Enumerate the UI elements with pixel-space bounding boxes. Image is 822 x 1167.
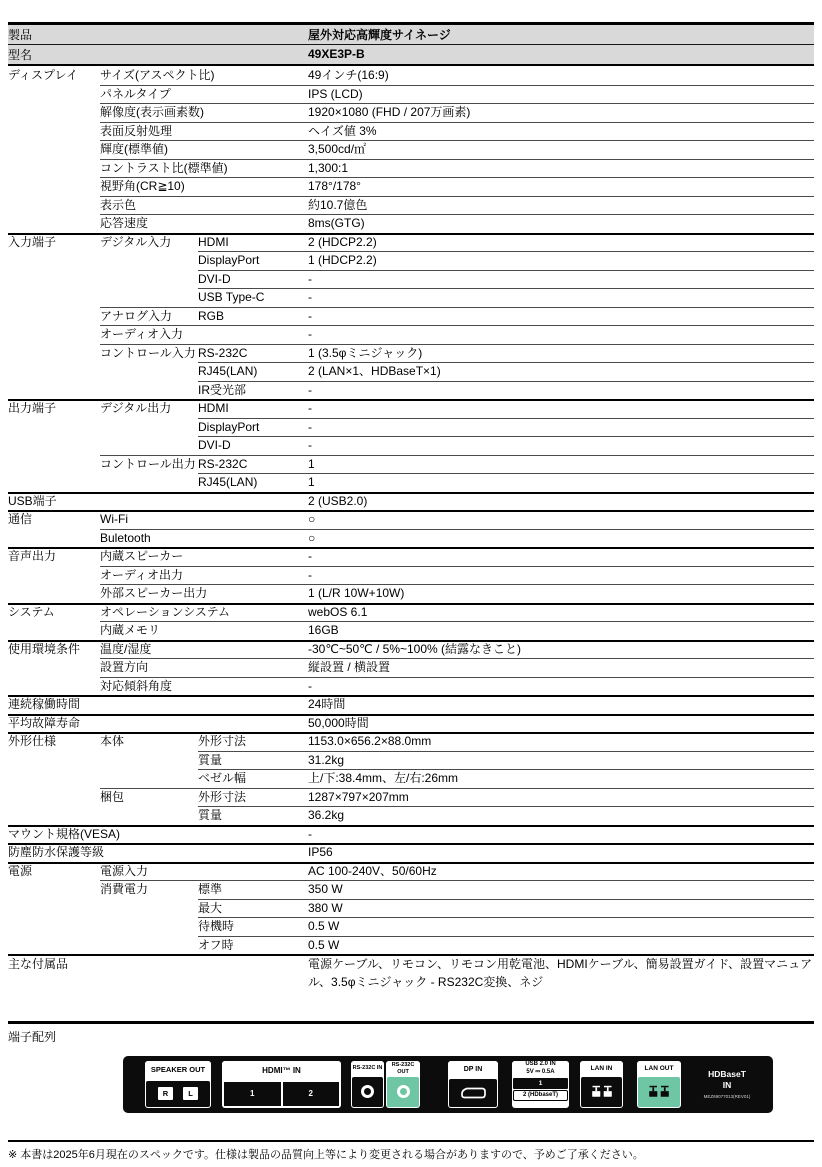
spec-value-cell: - xyxy=(308,290,312,305)
product-label: 製品 xyxy=(8,27,33,42)
spec-subcategory-cell: アナログ入力 xyxy=(100,308,173,323)
spec-value-cell: - xyxy=(308,382,312,397)
spec-row xyxy=(8,344,814,363)
spec-row xyxy=(8,640,814,659)
spec-category-cell: 通信 xyxy=(8,512,33,527)
spec-value-cell: 上/下:38.4mm、左/右:26mm xyxy=(308,771,459,786)
spec-value-cell: 1153.0×656.2×88.0mm xyxy=(308,734,432,749)
lan-out-label: LAN OUT xyxy=(637,1061,681,1077)
spec-row xyxy=(8,917,814,936)
spec-value-cell: 8ms(GTG) xyxy=(308,216,365,231)
spec-row xyxy=(8,214,814,233)
usb-label-line1: USB 2.0 IN xyxy=(525,1061,556,1068)
spec-row xyxy=(8,177,814,196)
spec-item-cell: 最大 xyxy=(198,900,223,915)
spec-item-cell: IR受光部 xyxy=(198,382,247,397)
spec-subcategory-cell: 温度/湿度 xyxy=(100,641,152,656)
spec-item-cell: 質量 xyxy=(198,752,223,767)
spec-row xyxy=(8,880,814,899)
spec-value-cell: ヘイズ値 3% xyxy=(308,123,377,138)
spec-value-cell: - xyxy=(308,438,312,453)
spec-subcategory-cell: 表示色 xyxy=(100,197,137,212)
spec-subcategory-cell: 視野角(CR≧10) xyxy=(100,179,185,194)
spec-value-cell: 49インチ(16:9) xyxy=(308,68,389,83)
spec-value-cell: 380 W xyxy=(308,900,343,915)
spec-value-cell: 2 (USB2.0) xyxy=(308,493,368,508)
spec-subcategory-cell: Wi-Fi xyxy=(100,512,128,527)
hdbaset-in-block xyxy=(681,1069,773,1099)
spec-value-cell: 1920×1080 (FHD / 207万画素) xyxy=(308,105,471,120)
spec-item-cell: HDMI xyxy=(198,234,229,249)
spec-subcategory-cell: 梱包 xyxy=(100,789,125,804)
spec-value-cell: 1 (3.5φミニジャック) xyxy=(308,345,423,360)
spec-row xyxy=(8,621,814,640)
spec-row xyxy=(8,566,814,585)
spec-row xyxy=(8,85,814,104)
footer-note: ※ 本書は2025年6月現在のスペックです。仕様は製品の品質向上等により変更される場合がありますので、予めご了承ください。 xyxy=(8,1149,644,1161)
spec-table xyxy=(8,66,814,1021)
spec-category-cell: 出力端子 xyxy=(8,401,57,416)
spec-category-cell: 連続稼働時間 xyxy=(8,697,81,712)
spec-row xyxy=(8,806,814,825)
spec-subcategory-cell: 解像度(表示画素数) xyxy=(100,105,204,120)
spec-category-cell: 防塵防水保護等級 xyxy=(8,845,105,860)
spec-row xyxy=(8,251,814,270)
spec-value-cell: 縦設置 / 横設置 xyxy=(308,660,391,675)
lan-in-group xyxy=(580,1061,623,1108)
spec-value-cell: 50,000時間 xyxy=(308,715,369,730)
spec-category-cell: 電源 xyxy=(8,863,33,878)
spec-row xyxy=(8,270,814,289)
spec-subcategory-cell: 輝度(標準値) xyxy=(100,142,168,157)
spec-value-cell: - xyxy=(308,327,312,342)
spec-row xyxy=(8,695,814,714)
spec-value-cell: IP56 xyxy=(308,845,333,860)
speaker-out-group xyxy=(145,1061,211,1108)
spec-row xyxy=(8,547,814,566)
rs232c-in-group xyxy=(351,1061,384,1108)
spec-value-cell: AC 100-240V、50/60Hz xyxy=(308,863,437,878)
hdmi-in-group xyxy=(222,1061,341,1108)
spec-item-cell: HDMI xyxy=(198,401,229,416)
usb-in-group xyxy=(512,1061,569,1108)
spec-category-cell: ディスプレイ xyxy=(8,68,78,83)
spec-subcategory-cell: オーディオ入力 xyxy=(100,327,184,342)
spec-subcategory-cell: 内蔵スピーカー xyxy=(100,549,184,564)
hdmi-in-label: HDMI™ IN xyxy=(222,1061,341,1081)
spec-subcategory-cell: 設置方向 xyxy=(100,660,149,675)
spec-category-cell: 使用環境条件 xyxy=(8,641,81,656)
spec-subcategory-cell: 外部スピーカー出力 xyxy=(100,586,208,601)
spec-subcategory-cell: Buletooth xyxy=(100,530,151,545)
spec-row xyxy=(8,732,814,751)
spec-row xyxy=(8,307,814,326)
hdmi-port-1: 1 xyxy=(223,1081,282,1107)
spec-item-cell: 待機時 xyxy=(198,919,235,934)
spec-item-cell: DisplayPort xyxy=(198,253,260,268)
spec-item-cell: 質量 xyxy=(198,808,223,823)
spec-row xyxy=(8,362,814,381)
spec-value-cell: 1 (L/R 10W+10W) xyxy=(308,586,405,601)
model-header-row xyxy=(8,45,814,64)
dp-in-port xyxy=(449,1079,497,1107)
displayport-icon xyxy=(460,1087,487,1099)
spec-row xyxy=(8,658,814,677)
spec-subcategory-cell: コントロール出力 xyxy=(100,456,196,471)
product-header-row xyxy=(8,25,814,44)
usb-port-1: 1 xyxy=(513,1078,568,1089)
spec-subcategory-cell: 応答速度 xyxy=(100,216,149,231)
terminal-section-title: 端子配列 xyxy=(8,1029,57,1044)
spec-category-cell: 入力端子 xyxy=(8,234,57,249)
spec-item-cell xyxy=(198,954,308,955)
spec-subcategory-cell: デジタル入力 xyxy=(100,234,172,249)
spec-subcategory-cell xyxy=(100,954,198,955)
spec-value-cell: - xyxy=(308,549,312,564)
network-icon xyxy=(591,1085,613,1098)
dp-in-group xyxy=(448,1061,498,1108)
rs232c-out-group xyxy=(386,1061,420,1108)
spec-value-cell: webOS 6.1 xyxy=(308,604,368,619)
spec-item-cell: DisplayPort xyxy=(198,419,260,434)
terminal-panel-diagram xyxy=(123,1056,773,1113)
product-value: 屋外対応高輝度サイネージ xyxy=(308,27,451,42)
spec-item-cell: RJ45(LAN) xyxy=(198,364,258,379)
spec-value-cell: 24時間 xyxy=(308,697,346,712)
spec-row xyxy=(8,603,814,622)
spec-subcategory-cell: 表面反射処理 xyxy=(100,123,173,138)
hdbaset-in-label: HDBaseT IN xyxy=(708,1068,746,1090)
spec-value-cell: 0.5 W xyxy=(308,919,340,934)
spec-row xyxy=(8,159,814,178)
spec-value-cell: 350 W xyxy=(308,882,343,897)
spec-value-cell: -30℃~50℃ / 5%~100% (結露なきこと) xyxy=(308,641,522,656)
spec-value-cell: 31.2kg xyxy=(308,752,345,767)
spec-subcategory-cell: サイズ(アスペクト比) xyxy=(100,68,215,83)
spec-value-cell: 約10.7億色 xyxy=(308,197,368,212)
spec-row xyxy=(8,122,814,141)
spec-value-cell: 1287×797×207mm xyxy=(308,789,409,804)
spec-category-cell: マウント規格(VESA) xyxy=(8,826,121,841)
spec-value-cell: 178°/178° xyxy=(308,179,361,194)
rs232c-in-port xyxy=(352,1077,383,1107)
spec-value-cell: - xyxy=(308,271,312,286)
lan-out-port xyxy=(638,1077,680,1107)
lan-out-group xyxy=(637,1061,681,1108)
spec-subcategory-cell: コントロール入力 xyxy=(100,345,196,360)
spec-value-cell: - xyxy=(308,401,312,416)
spec-row xyxy=(8,473,814,492)
spec-value-cell: 16GB xyxy=(308,623,339,638)
spec-value-cell: 1,300:1 xyxy=(308,160,349,175)
spec-row xyxy=(8,418,814,437)
spec-value-cell: - xyxy=(308,678,312,693)
spec-row xyxy=(8,66,814,85)
spec-category-cell: 外形仕様 xyxy=(8,734,57,749)
spec-value-cell: - xyxy=(308,567,312,582)
rs232c-out-label: RS-232C OUT xyxy=(386,1061,420,1077)
rs232c-in-label: RS-232C IN xyxy=(351,1061,384,1077)
spec-value-cell: 1 xyxy=(308,456,315,471)
spec-row xyxy=(8,196,814,215)
spec-item-cell: 標準 xyxy=(198,882,223,897)
spec-row xyxy=(8,436,814,455)
usb-port-2-hdbaset: 2 (HDbaseT) xyxy=(513,1090,568,1101)
spec-row xyxy=(8,584,814,603)
spec-row xyxy=(8,455,814,474)
spec-subcategory-cell: 対応傾斜角度 xyxy=(100,678,173,693)
minijack-icon xyxy=(361,1085,374,1098)
spec-row xyxy=(8,825,814,844)
minijack-icon xyxy=(397,1085,410,1098)
model-label: 型名 xyxy=(8,47,33,62)
spec-value-cell: 電源ケーブル、リモコン、リモコン用乾電池、HDMIケーブル、簡易設置ガイド、設置マニュアル、3.5φミニジャック - RS232C変換、ネジ xyxy=(308,957,813,989)
spec-value-cell: - xyxy=(308,419,312,434)
spec-row xyxy=(8,325,814,344)
spec-item-cell: オフ時 xyxy=(198,937,234,952)
usb-in-label xyxy=(512,1061,569,1078)
spec-subcategory-cell: パネルタイプ xyxy=(100,86,171,101)
spec-item-cell: 外形寸法 xyxy=(198,734,247,749)
spec-subcategory-cell: オペレーションシステム xyxy=(100,604,231,619)
spec-category-cell: システム xyxy=(8,604,55,619)
spec-row xyxy=(8,751,814,770)
spec-value-cell: 2 (HDCP2.2) xyxy=(308,234,377,249)
spec-item-cell: RS-232C xyxy=(198,456,248,471)
spec-subcategory-cell: オーディオ出力 xyxy=(100,567,184,582)
spec-category-cell: USB端子 xyxy=(8,493,57,508)
spec-subcategory-cell: コントラスト比(標準値) xyxy=(100,160,228,175)
spec-subcategory-cell: 本体 xyxy=(100,734,125,749)
spec-row xyxy=(8,843,814,862)
spec-item-cell: RJ45(LAN) xyxy=(198,475,258,490)
spec-row xyxy=(8,140,814,159)
spec-category-cell: 音声出力 xyxy=(8,549,57,564)
usb-label-line2: 5V ⎓ 0.5A xyxy=(526,1069,555,1075)
spec-row xyxy=(8,529,814,548)
spec-value-cell: 1 (HDCP2.2) xyxy=(308,253,377,268)
spec-value-cell: 0.5 W xyxy=(308,937,340,952)
spec-item-cell: ベゼル幅 xyxy=(198,771,247,786)
spec-row xyxy=(8,103,814,122)
spec-item-cell: 外形寸法 xyxy=(198,789,247,804)
spec-row xyxy=(8,899,814,918)
dp-in-label: DP IN xyxy=(448,1061,498,1079)
spec-row xyxy=(8,788,814,807)
model-value: 49XE3P-B xyxy=(308,47,365,62)
hdmi-in-ports xyxy=(223,1081,340,1107)
speaker-out-ports xyxy=(146,1081,210,1107)
network-icon xyxy=(648,1085,670,1098)
spec-row xyxy=(8,936,814,955)
spec-row xyxy=(8,510,814,529)
spec-row xyxy=(8,862,814,881)
spec-value-cell: 1 xyxy=(308,475,315,490)
spec-row xyxy=(8,233,814,252)
spec-item-cell: DVI-D xyxy=(198,438,231,453)
spec-value-cell: - xyxy=(308,308,312,323)
spec-item-cell: RGB xyxy=(198,308,225,323)
lan-in-label: LAN IN xyxy=(580,1061,623,1077)
spec-value-cell: 36.2kg xyxy=(308,808,345,823)
spec-value-cell: IPS (LCD) xyxy=(308,86,363,101)
spec-value-cell: ○ xyxy=(308,530,316,545)
speaker-port-r: R xyxy=(158,1087,173,1100)
spec-value-cell: 2 (LAN×1、HDBaseT×1) xyxy=(308,364,441,379)
speaker-port-l: L xyxy=(183,1087,198,1100)
spec-category-cell: 主な付属品 xyxy=(8,957,69,971)
spec-item-cell: RS-232C xyxy=(198,345,248,360)
speaker-out-label: SPEAKER OUT xyxy=(145,1061,211,1081)
spec-subcategory-cell: デジタル出力 xyxy=(100,401,172,416)
spec-item-cell: USB Type-C xyxy=(198,290,265,305)
spec-subcategory-cell: 消費電力 xyxy=(100,882,149,897)
spec-item-cell: DVI-D xyxy=(198,271,231,286)
spec-value-cell: ○ xyxy=(308,512,316,527)
spec-value-cell: - xyxy=(308,826,312,841)
hdbaset-revision-code: MEZ69077013(REV01) xyxy=(703,1094,751,1100)
lan-in-port xyxy=(581,1077,622,1107)
spec-row xyxy=(8,769,814,788)
hdmi-port-2: 2 xyxy=(282,1081,341,1107)
spec-row xyxy=(8,381,814,400)
rs232c-out-port xyxy=(387,1077,419,1107)
spec-row xyxy=(8,288,814,307)
spec-subcategory-cell: 内蔵メモリ xyxy=(100,623,161,638)
spec-row xyxy=(8,954,814,1021)
spec-row xyxy=(8,492,814,511)
spec-row xyxy=(8,399,814,418)
spec-value-cell: 3,500cd/㎡ xyxy=(308,142,367,157)
spec-subcategory-cell: 電源入力 xyxy=(100,863,149,878)
spec-row xyxy=(8,677,814,696)
spec-row xyxy=(8,714,814,733)
spec-category-cell: 平均故障寿命 xyxy=(8,715,81,730)
